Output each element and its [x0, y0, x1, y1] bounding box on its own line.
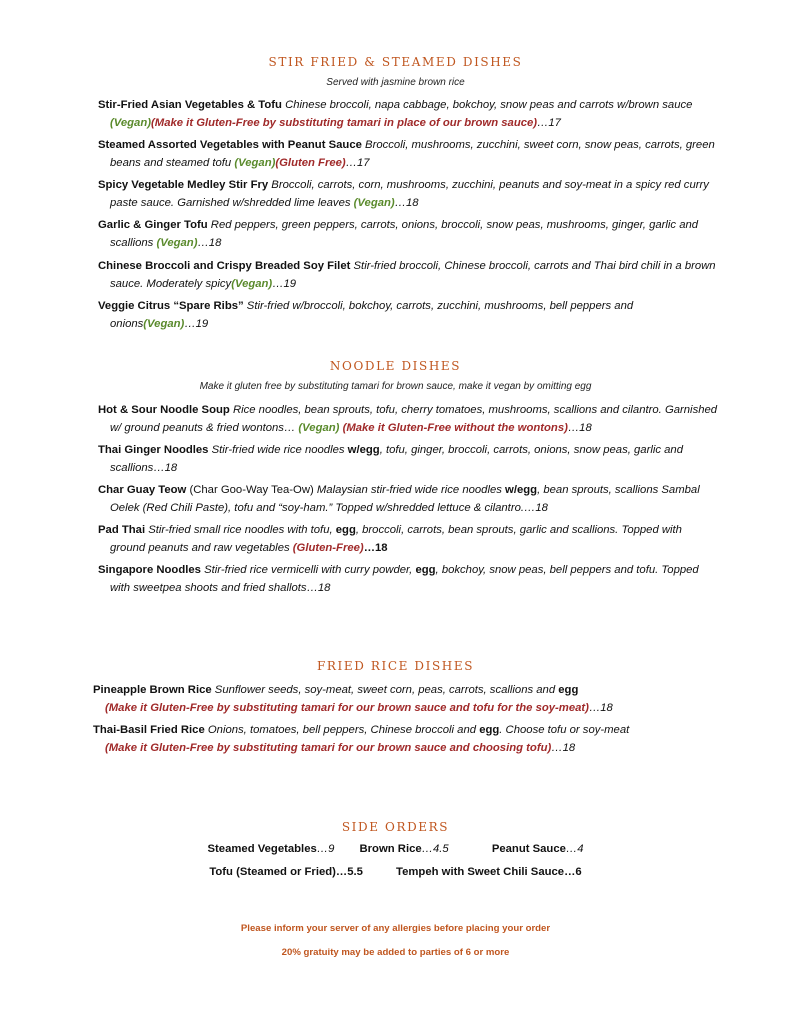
gluten-free-note: (Make it Gluten-Free by substituting tamari for our brown sauce and choosing tofu)	[105, 742, 552, 754]
item-price: …18	[363, 542, 388, 554]
menu-item	[98, 441, 720, 477]
vegan-tag: (Vegan)	[298, 422, 340, 434]
item-name: Char Guay Teow	[98, 484, 187, 496]
side-price: …4.5	[421, 843, 449, 855]
menu-item	[98, 96, 720, 132]
item-description: Sunflower seeds, soy-meat, sweet corn, peas, carrots, scallions and	[214, 684, 556, 696]
vegan-tag: (Vegan)	[353, 197, 395, 209]
item-description: Rice noodles, bean sprouts, tofu, cherry tomatoes, mushrooms, scallions and cilantro. Garnished w/ ground peanuts & fried wontons…	[110, 404, 718, 434]
item-description-cont: , bokchoy, snow peas, bell peppers and tofu. Topped with sweetpea shoots and fried shallots	[110, 564, 699, 594]
item-name: Pad Thai	[98, 524, 146, 536]
item-name: Pineapple Brown Rice	[93, 684, 212, 696]
gluten-free-note: (Make it Gluten-Free by substituting tamari for our brown sauce and tofu for the soy-meat)	[105, 702, 589, 714]
item-description: Onions, tomatoes, bell peppers, Chinese broccoli and	[207, 724, 477, 736]
item-price: …18	[588, 702, 613, 714]
noodle-subtitle: Make it gluten free by substituting tamari for brown sauce, make it vegan by omitting egg	[199, 381, 592, 392]
egg-note: egg	[479, 724, 500, 736]
item-price: …18	[306, 582, 331, 594]
item-price: …18	[153, 462, 178, 474]
side-item	[492, 843, 584, 855]
item-price: …18	[394, 197, 419, 209]
item-price: …18	[524, 502, 548, 514]
item-name: Stir-Fried Asian Vegetables & Tofu	[98, 99, 282, 111]
gluten-free-note: (Make it Gluten-Free without the wontons)	[342, 422, 568, 434]
item-description: Stir-fried wide rice noodles	[211, 444, 345, 456]
item-name: Chinese Broccoli and Crispy Breaded Soy Filet	[98, 260, 351, 272]
item-name: Steamed Assorted Vegetables with Peanut Sauce	[98, 139, 362, 151]
gluten-free-note: (Make it Gluten-Free by substituting tamari in place of our brown sauce)	[151, 117, 538, 129]
item-description: Stir-fried rice vermicelli with curry powder,	[204, 564, 413, 576]
item-name: Singapore Noodles	[98, 564, 201, 576]
egg-note: w/egg	[505, 484, 538, 496]
menu-item	[98, 521, 720, 557]
fried-rice-heading: FRIED RICE DISHES	[316, 659, 475, 673]
side-name: Peanut Sauce	[491, 843, 566, 855]
item-description-cont: , broccoli, carrots, bean sprouts, garlic and scallions. Topped with ground peanuts and raw vegetables	[110, 524, 682, 554]
side-orders-row-1	[0, 843, 791, 855]
item-name: Spicy Vegetable Medley Stir Fry	[98, 179, 269, 191]
item-name: Veggie Citrus “Spare Ribs”	[98, 300, 244, 312]
item-price: …18	[551, 742, 576, 754]
side-item	[360, 843, 449, 855]
allergy-note: Please inform your server of any allergies before placing your order	[240, 923, 551, 934]
vegan-tag: (Vegan)	[234, 157, 276, 169]
menu-item	[98, 176, 720, 212]
vegan-tag: (Vegan)	[231, 278, 273, 290]
gluten-free-tag: (Gluten Free)	[275, 157, 346, 169]
pronunciation: (Char Goo-Way Tea-Ow)	[189, 484, 314, 496]
side-item: Tempeh with Sweet Chili Sauce…6	[396, 866, 582, 878]
item-name: Garlic & Ginger Tofu	[98, 219, 208, 231]
egg-note: egg	[415, 564, 436, 576]
vegan-tag: (Vegan)	[110, 117, 152, 129]
item-price: …19	[272, 278, 297, 290]
menu-item	[98, 297, 720, 333]
item-description: Broccoli, mushrooms, zucchini, sweet corn, snow peas, carrots, green beans and steamed tofu	[110, 139, 715, 169]
item-description: Broccoli, carrots, corn, mushrooms, zucchini, peanuts and soy-meat in a spicy red curry paste sauce. Garnished w/shredded lime leaves	[110, 179, 709, 209]
side-name: Brown Rice	[359, 843, 422, 855]
side-price: …4	[565, 843, 584, 855]
noodle-heading: NOODLE DISHES	[329, 359, 462, 373]
menu-item	[98, 136, 720, 172]
item-name: Thai-Basil Fried Rice	[93, 724, 205, 736]
side-item	[208, 843, 335, 855]
item-description: Chinese broccoli, napa cabbage, bokchoy, snow peas and carrots w/brown sauce	[285, 99, 693, 111]
item-description: Red peppers, green peppers, carrots, onions, broccoli, snow peas, mushrooms, ginger, garlic and scallions	[110, 219, 699, 249]
item-price: …17	[537, 117, 561, 129]
egg-note: egg	[558, 684, 579, 696]
side-orders-heading: SIDE ORDERS	[341, 820, 450, 834]
egg-note: w/egg	[347, 444, 380, 456]
stir-fried-subtitle: Served with jasmine brown rice	[326, 77, 465, 88]
item-name: Hot & Sour Noodle Soup	[98, 404, 230, 416]
vegan-tag: (Vegan)	[156, 237, 198, 249]
gratuity-note: 20% gratuity may be added to parties of 6 or more	[281, 947, 510, 958]
menu-item	[93, 721, 725, 757]
menu-item	[98, 257, 720, 293]
item-description: Malaysian stir-fried wide rice noodles	[316, 484, 502, 496]
item-price: …19	[184, 318, 209, 330]
item-description-cont: , tofu, ginger, broccoli, carrots, onions, snow peas, garlic and scallions	[110, 444, 683, 474]
side-item: Tofu (Steamed or Fried)…5.5	[209, 866, 363, 878]
item-price: …18	[567, 422, 592, 434]
item-name: Thai Ginger Noodles	[98, 444, 209, 456]
egg-note: egg	[335, 524, 356, 536]
item-price: …17	[345, 157, 370, 169]
side-price: …9	[316, 843, 335, 855]
stir-fried-heading: STIR FRIED & STEAMED DISHES	[268, 55, 523, 69]
menu-item	[98, 481, 720, 517]
item-price: …18	[197, 237, 222, 249]
menu-item	[98, 561, 720, 597]
vegan-tag: (Vegan)	[143, 318, 185, 330]
side-name: Steamed Vegetables	[207, 843, 317, 855]
menu-item	[98, 216, 720, 252]
item-description: Stir-fried small rice noodles with tofu,	[148, 524, 333, 536]
item-description-cont: . Choose tofu or soy-meat	[499, 724, 630, 736]
item-description-cont: , bean sprouts, scallions Sambal Oelek (Red Chili Paste), tofu and “soy-ham.” Topped w/shredded lettuce & cilantro.	[110, 484, 700, 514]
gluten-free-tag: (Gluten-Free)	[292, 542, 364, 554]
side-orders-row-2	[0, 866, 791, 878]
menu-item	[93, 681, 725, 717]
menu-item	[98, 401, 720, 437]
item-description: Stir-fried broccoli, Chinese broccoli, carrots and Thai bird chili in a brown sauce. Moderately spicy	[110, 260, 716, 290]
item-description: Stir-fried w/broccoli, bokchoy, carrots, zucchini, mushrooms, bell peppers and onions	[110, 300, 634, 330]
